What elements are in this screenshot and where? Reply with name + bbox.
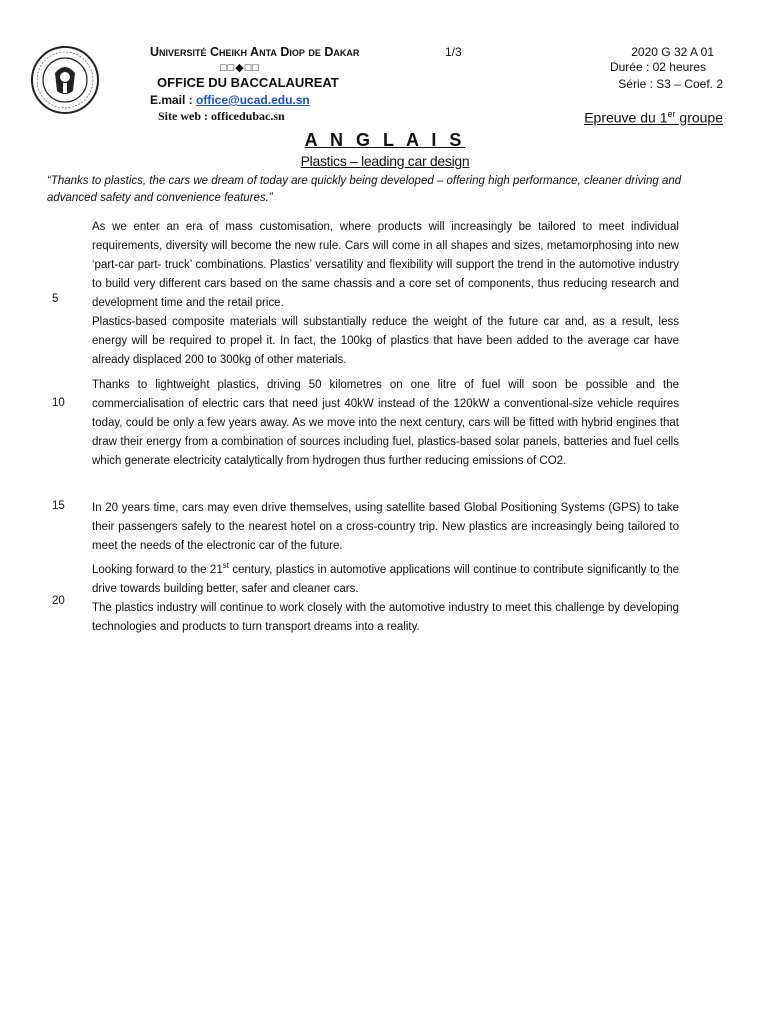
university-seal-logo — [30, 43, 100, 117]
line-number: 20 — [52, 595, 65, 607]
paragraph-block-2 — [92, 376, 679, 471]
line-number: 10 — [52, 397, 65, 409]
page-title: A N G L A I S — [304, 130, 466, 150]
line-number: 5 — [52, 293, 59, 305]
text-subtitle: Plastics – leading car design — [300, 153, 470, 169]
paragraph-1: As we enter an era of mass customisation, where products will increasingly be tailored to meet individual requirements, diversity will become the new rule. Cars will come in all shapes and sizes, metamorphosing into new ‘part-car part- truck’ combinations. Plastics’ versatility and flexibility will support the trend in the automotive industry to build very different cars based on the same chassis and a core set of components, thus reducing research and development time and the retail price. — [92, 221, 679, 309]
page-number: 1/3 — [445, 45, 462, 59]
exam-duration: Durée : 02 heures — [609, 60, 706, 74]
exam-group-suffix: groupe — [675, 109, 723, 126]
line-number: 15 — [52, 500, 65, 512]
exam-code: 2020 G 32 A 01 — [631, 45, 714, 59]
email-label: E.mail : — [150, 93, 197, 107]
paragraph-4-sup: st — [222, 561, 229, 570]
paragraph-5: The plastics industry will continue to work closely with the automotive industry to meet this challenge by developing technologies and products to turn transport dreams into a reality. — [92, 601, 679, 633]
office-name: OFFICE DU BACCALAUREAT — [157, 75, 339, 90]
paragraph-4-suffix: century, plastics in automotive applications will continue to contribute significantly to the drive towards building better, safer and cleaner cars. — [92, 563, 679, 595]
exam-group — [584, 106, 723, 126]
email-link[interactable]: office@ucad.edu.sn — [196, 93, 310, 107]
website-line: Site web : officedubac.sn — [158, 109, 285, 123]
exam-series: Série : S3 – Coef. 2 — [618, 77, 723, 91]
paragraph-4 — [92, 556, 679, 599]
exam-group-prefix: Epreuve du 1 — [584, 109, 668, 126]
paragraph-2: Thanks to lightweight plastics, driving 50 kilometres on one litre of fuel will soon be possible and the commercialisation of electric cars that need just 40kW instead of the 120kW a conventional-size vehicle requires today, could be only a few years away. As we move into the next century, cars will be fitted with hybrid engines that draw their energy from a combination of sources including fuel, plastics-based solar panels, batteries and fuel cells which generate electricity catalytically from hydrogen thus further reducing emissions of CO2. — [92, 379, 679, 467]
paragraph-4-prefix: Looking forward to the 21 — [92, 563, 223, 576]
intro-quote: “Thanks to plastics, the cars we dream of today are quickly being developed – offering high performance, cleaner driving and advanced safety and convenience features.” — [47, 175, 682, 204]
university-name: Université Cheikh Anta Diop de Dakar — [150, 45, 360, 59]
paragraph-1b: Plastics-based composite materials will substantially reduce the weight of the future car and, as a result, less energy will be required to propel it. In fact, the 100kg of plastics that have been added to the average car have already displaced 200 to 300kg of other materials. — [92, 316, 679, 366]
exam-group-sup: er — [667, 109, 676, 119]
paragraph-block-1 — [92, 218, 679, 370]
paragraph-3: In 20 years time, cars may even drive themselves, using satellite based Global Positioning Systems (GPS) to take their passengers safely to the nearest hotel on a cross-country trip. New plastics are increasingly being tailored to meet the needs of the electronic car of the future. — [92, 502, 679, 552]
email-line — [150, 92, 310, 108]
header-ornament: □□◆□□ — [220, 62, 261, 74]
paragraph-block-3 — [92, 499, 679, 637]
